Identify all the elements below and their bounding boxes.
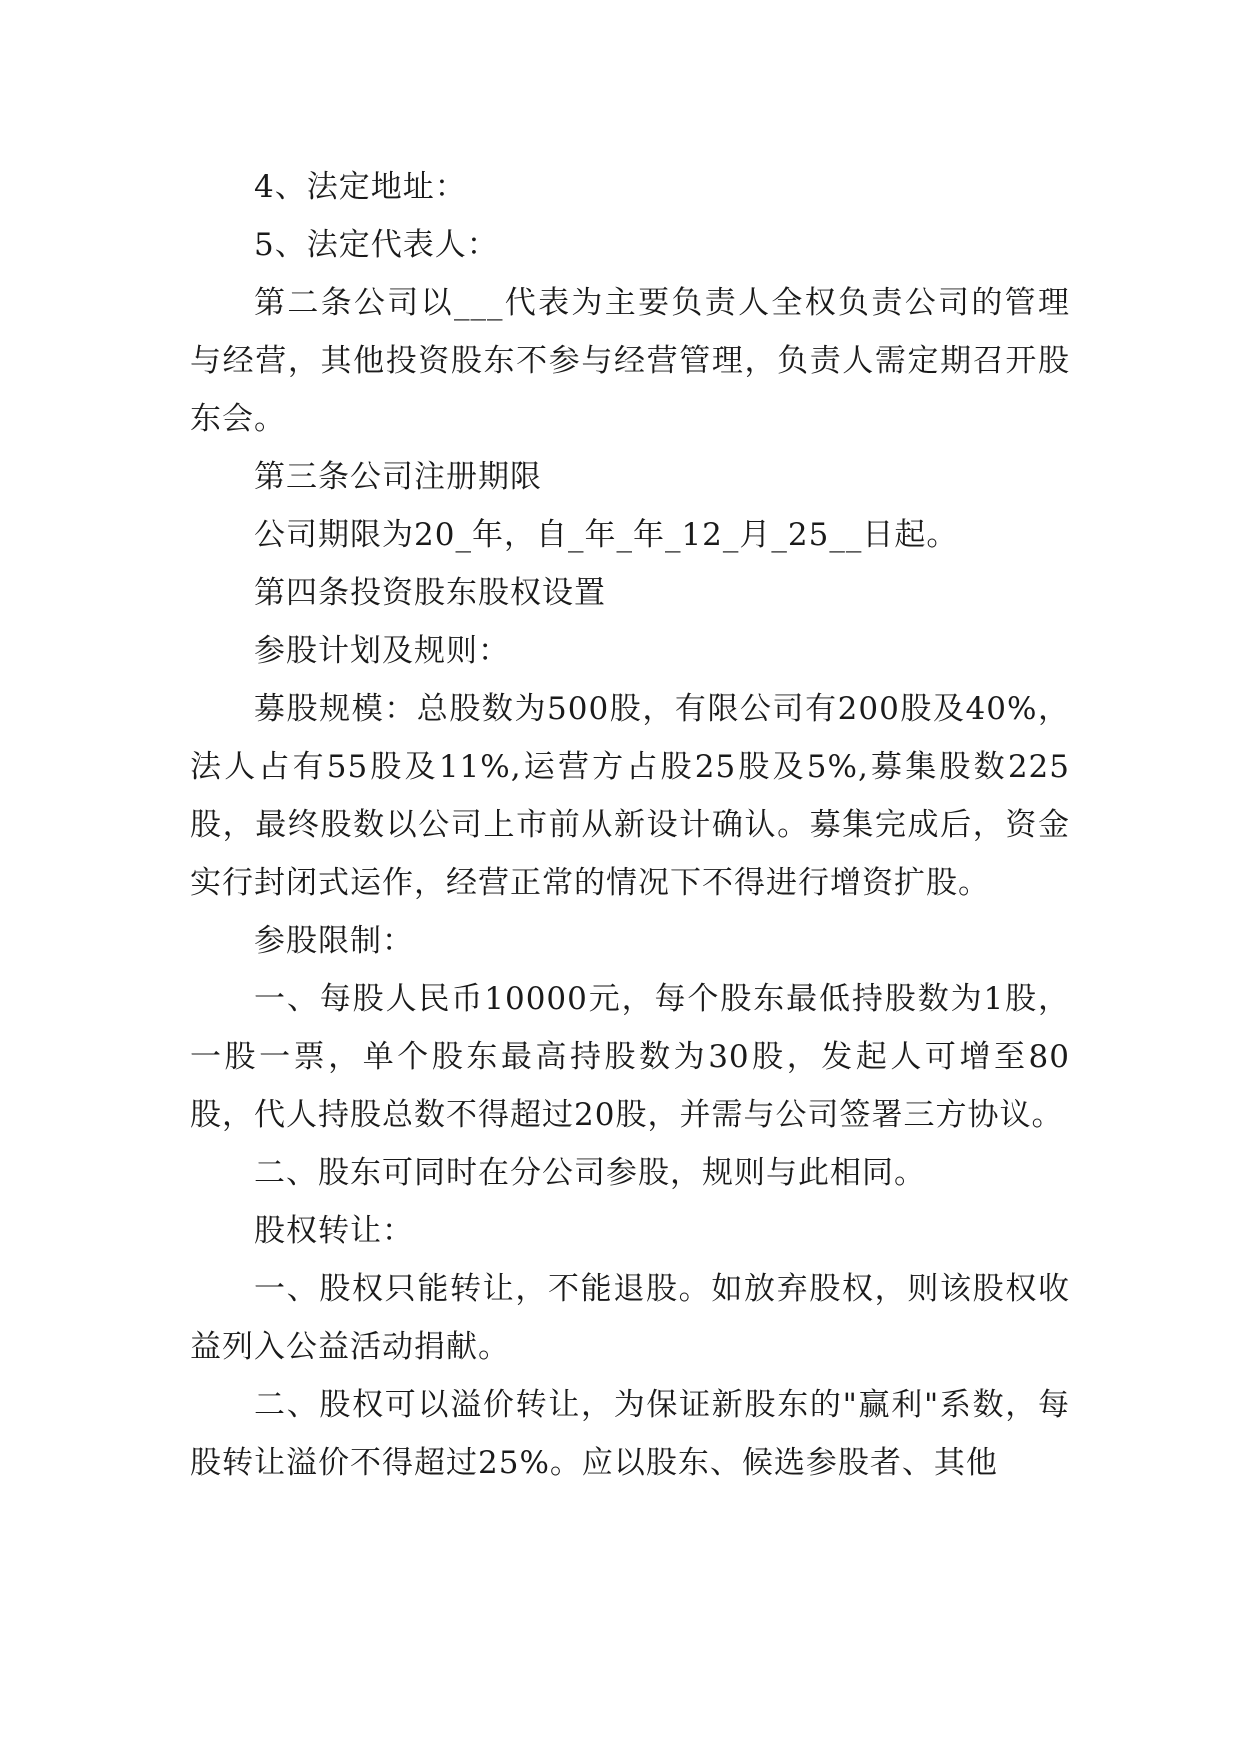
- paragraph-legal-address: 4、法定地址：: [254, 169, 467, 205]
- paragraph-share-transfer-2: 二、股权可以溢价转让，为保证新股东的"赢利"系数，每股转让溢价不得超过25%。应以股东、候选参股者、其他: [190, 1387, 1070, 1481]
- paragraph-article-2: 第二条公司以___代表为主要负责人全权负责公司的管理与经营，其他投资股东不参与经营管理，负责人需定期召开股东会。: [190, 285, 1070, 437]
- paragraph-share-transfer-heading: 股权转让：: [254, 1213, 414, 1249]
- paragraph-article-3-heading: 第三条公司注册期限: [254, 459, 542, 495]
- paragraph-share-scale: 募股规模：总股数为500股，有限公司有200股及40%，法人占有55股及11%,运营方占股25股及5%,募集股数225股，最终股数以公司上市前从新设计确认。募集完成后，资金实行封闭式运作，经营正常的情况下不得进行增资扩股。: [190, 691, 1070, 901]
- paragraph-share-transfer-1: 一、股权只能转让，不能退股。如放弃股权，则该股权收益列入公益活动捐献。: [190, 1271, 1070, 1365]
- paragraph-share-plan-heading: 参股计划及规则：: [254, 633, 510, 669]
- paragraph-share-limits-heading: 参股限制：: [254, 923, 414, 959]
- paragraph-company-term: 公司期限为20_年，自_年_年_12_月_25__日起。: [254, 517, 959, 553]
- paragraph-legal-representative: 5、法定代表人：: [254, 227, 499, 263]
- document-body: [190, 158, 1070, 1492]
- paragraph-share-limits-1: 一、每股人民币10000元，每个股东最低持股数为1股，一股一票，单个股东最高持股数为30股，发起人可增至80股，代人持股总数不得超过20股，并需与公司签署三方协议。: [190, 981, 1070, 1133]
- paragraph-share-limits-2: 二、股东可同时在分公司参股，规则与此相同。: [254, 1155, 926, 1191]
- paragraph-article-4-heading: 第四条投资股东股权设置: [254, 575, 606, 611]
